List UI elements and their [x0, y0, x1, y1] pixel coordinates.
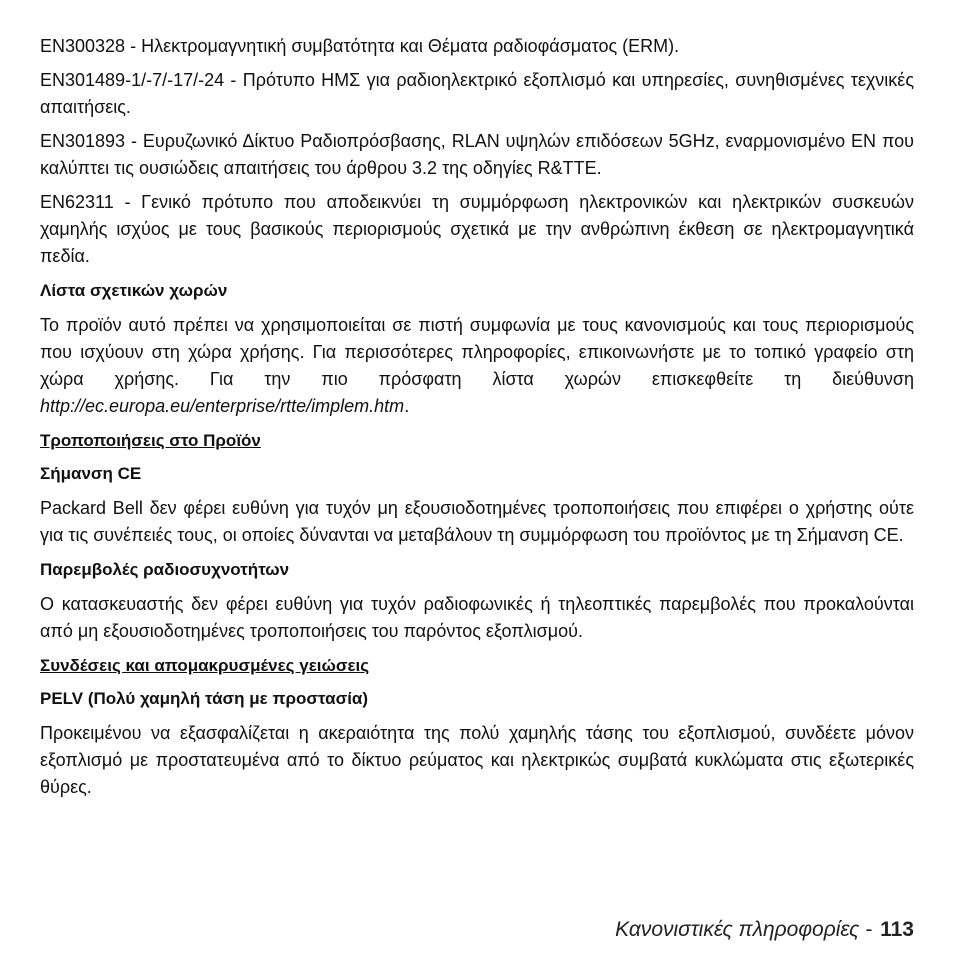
- connections-heading: Συνδέσεις και απομακρυσμένες γειώσεις: [40, 656, 370, 675]
- countries-paragraph: [40, 312, 914, 420]
- ce-paragraph: Packard Bell δεν φέρει ευθύνη για τυχόν μη εξουσιοδοτημένες τροποποιήσεις που επιφέρει ο χρήστης ούτε για τις συνέπειές τους, οι οποίες δύνανται να μεταβάλουν τη συμμόρφωση του προϊόντος με τη Σήμανση CE.: [40, 498, 914, 545]
- standard-en301489: EN301489-1/-7/-17/-24 - Πρότυπο ΗΜΣ για ραδιοηλεκτρικό εξοπλισμό και υπηρεσίες, συνηθισμένες τεχνικές απαιτήσεις.: [40, 70, 914, 117]
- page-number: 113: [880, 918, 914, 941]
- standard-en301893: EN301893 - Ευρυζωνικό Δίκτυο Ραδιοπρόσβασης, RLAN υψηλών επιδόσεων 5GHz, εναρμονισμένο EN που καλύπτει τις ουσιώδεις απαιτήσεις του άρθρου 3.2 της οδηγίες R&TTE.: [40, 131, 914, 178]
- document-body: [40, 33, 914, 808]
- standard-en62311: EN62311 - Γενικό πρότυπο που αποδεικνύει τη συμμόρφωση ηλεκτρονικών και ηλεκτρικών συσκευών χαμηλής ισχύος με τους βασικούς περιορισμούς σχετικά με την ανθρώπινη έκθεση σε ηλεκτρομαγνητικά πεδία.: [40, 192, 914, 266]
- footer-section-title: Κανονιστικές πληροφορίες -: [615, 918, 873, 941]
- countries-heading: Λίστα σχετικών χωρών: [40, 281, 228, 300]
- rf-paragraph: Ο κατασκευαστής δεν φέρει ευθύνη για τυχόν ραδιοφωνικές ή τηλεοπτικές παρεμβολές που προκαλούνται από μη εξουσιοδοτημένες τροποποιήσεις του παρόντος εξοπλισμού.: [40, 594, 914, 641]
- pelv-paragraph: Προκειμένου να εξασφαλίζεται η ακεραιότητα της πολύ χαμηλής τάσης του εξοπλισμού, συνδέετε μόνον εξοπλισμό με προστατευμένα από το δίκτυο ρεύματος και ηλεκτρικώς συμβατά κυκλώματα στις εξωτερικές θύρες.: [40, 723, 914, 797]
- pelv-heading: PELV (Πολύ χαμηλή τάση με προστασία): [40, 689, 369, 708]
- countries-text: Το προϊόν αυτό πρέπει να χρησιμοποιείται σε πιστή συμφωνία με τους κανονισμούς και τους περιορισμούς που ισχύουν στη χώρα χρήσης. Για περισσότερες πληροφορίες, επικοινωνήστε με το τοπικό γραφείο στη χώρα χρήσης. Για την πιο πρόσφατη λίστα χωρών επισκεφθείτε τη διεύθυνση: [40, 315, 914, 389]
- modifications-heading: Τροποποιήσεις στο Προϊόν: [40, 431, 261, 450]
- standard-en300328: EN300328 - Ηλεκτρομαγνητική συμβατότητα και Θέματα ραδιοφάσματος (ERM).: [40, 36, 680, 56]
- ce-heading: Σήμανση CE: [40, 464, 142, 483]
- rf-heading: Παρεμβολές ραδιοσυχνοτήτων: [40, 560, 290, 579]
- countries-tail: .: [404, 396, 410, 416]
- implem-url-link[interactable]: http://ec.europa.eu/enterprise/rtte/implem.htm: [40, 396, 405, 416]
- page-footer: [615, 916, 914, 944]
